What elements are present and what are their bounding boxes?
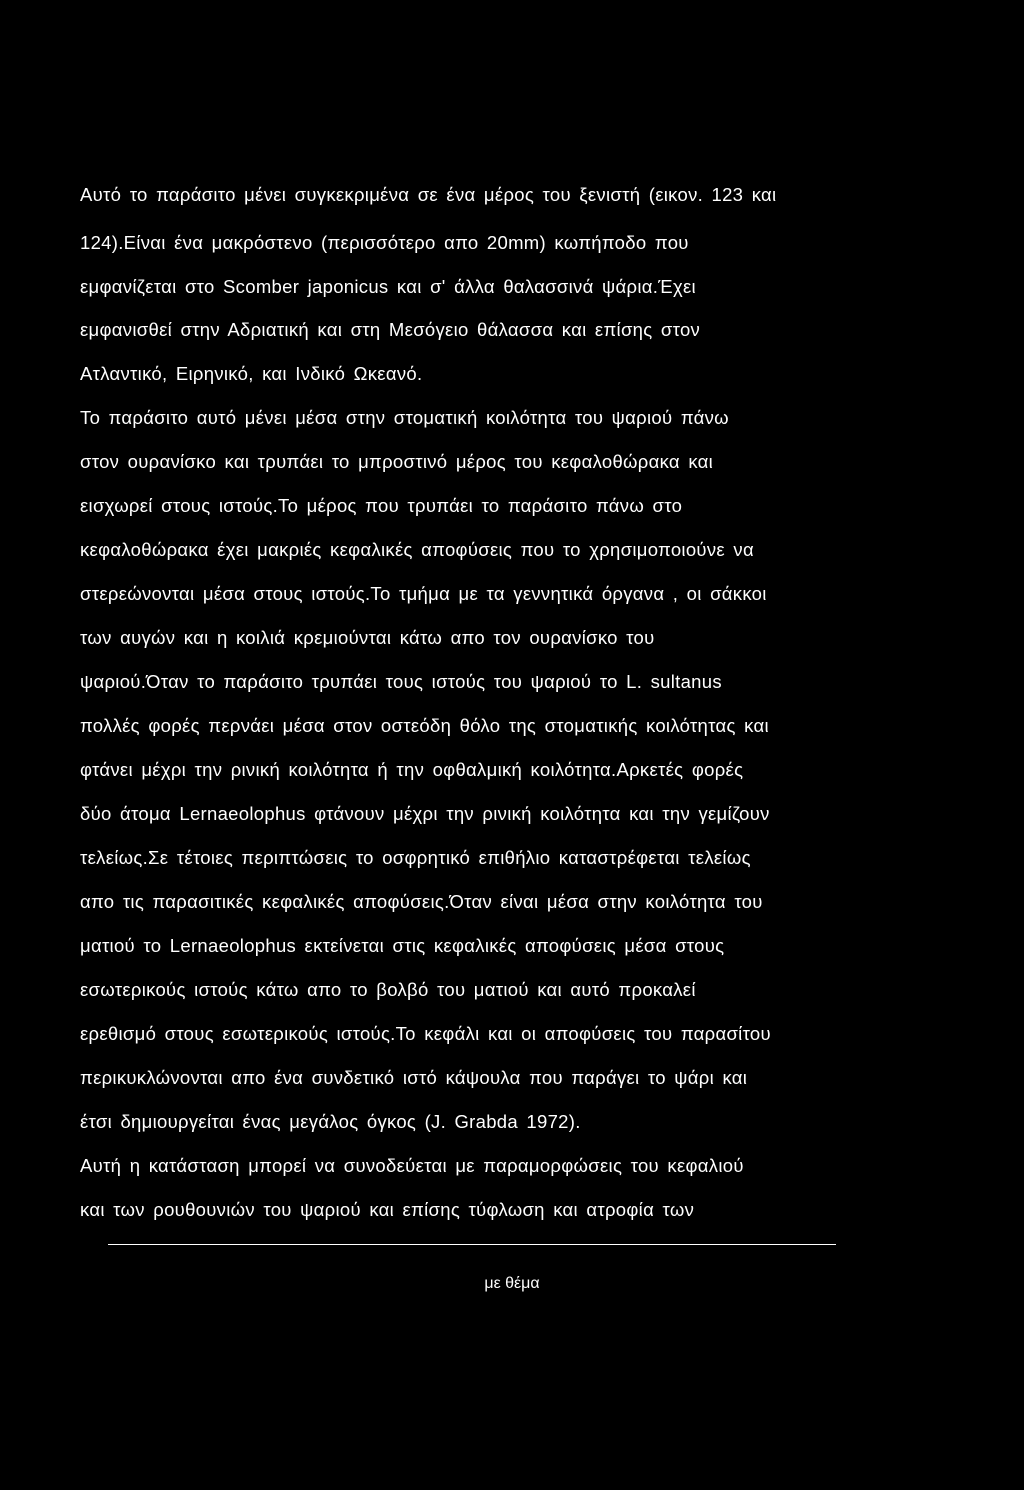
text-line: ψαριού.Όταν το παράσιτο τρυπάει τους ιστούς του ψαριού το L. sultanus [80,671,722,692]
text-line: και των ρουθουνιών του ψαριού και επίσης τύφλωση και ατροφία των [80,1199,695,1220]
text-line: απο τις παρασιτικές κεφαλικές αποφύσεις.Όταν είναι μέσα στην κοιλότητα του [80,891,763,912]
text-line: εμφανισθεί στην Αδριατική και στη Μεσόγειο θάλασσα και επίσης στον [80,319,701,340]
text-line: φτάνει μέχρι την ρινική κοιλότητα ή την οφθαλμική κοιλότητα.Αρκετές φορές [80,759,744,780]
text-line: εισχωρεί στους ιστούς.Το μέρος που τρυπάει το παράσιτο πάνω στο [80,495,683,516]
text-line: έτσι δημιουργείται ένας μεγάλος όγκος (J. Grabda 1972). [80,1111,581,1132]
text-line: ερεθισμό στους εσωτερικούς ιστούς.Το κεφάλι και οι αποφύσεις του παρασίτου [80,1023,771,1044]
text-line: κεφαλοθώρακα έχει μακριές κεφαλικές αποφύσεις που το χρησιμοποιούνε να [80,539,754,560]
text-line: στερεώνονται μέσα στους ιστούς.Το τμήμα με τα γεννητικά όργανα , οι σάκκοι [80,583,767,604]
text-line: δύο άτομα Lernaeolophus φτάνουν μέχρι την ρινική κοιλότητα και την γεμίζουν [80,803,770,824]
text-line: των αυγών και η κοιλιά κρεμιούνται κάτω απο τον ουρανίσκο του [80,627,655,648]
text-line: Ατλαντικό, Ειρηνικό, και Ινδικό Ωκεανό. [80,363,423,384]
text-line: 124).Είναι ένα μακρόστενο (περισσότερο απο 20mm) κωπήποδο που [80,232,689,253]
text-line: εσωτερικούς ιστούς κάτω απο το βολβό του ματιού και αυτό προκαλεί [80,979,696,1000]
text-line: ματιού το Lernaeolophus εκτείνεται στις κεφαλικές αποφύσεις μέσα στους [80,935,725,956]
text-line: εμφανίζεται στο Scomber japonicus και σ' άλλα θαλασσινά ψάρια.Έχει [80,276,696,297]
text-line: Αυτή η κατάσταση μπορεί να συνοδεύεται με παραμορφώσεις του κεφαλιού [80,1155,744,1176]
text-line: περικυκλώνονται απο ένα συνδετικό ιστό κάψουλα που παράγει το ψάρι και [80,1067,748,1088]
text-line: στον ουρανίσκο και τρυπάει το μπροστινό μέρος του κεφαλοθώρακα και [80,451,714,472]
text-line: Αυτό το παράσιτο μένει συγκεκριμένα σε ένα μέρος του ξενιστή (εικον. 123 και [80,184,777,205]
text-line: τελείως.Σε τέτοιες περιπτώσεις το οσφρητικό επιθήλιο καταστρέφεται τελείως [80,847,751,868]
footer-text: με θέμα [484,1275,540,1292]
footer-divider [108,1244,836,1245]
text-line: πολλές φορές περνάει μέσα στον οστεόδη θόλο της στοματικής κοιλότητας και [80,715,769,736]
text-line: Το παράσιτο αυτό μένει μέσα στην στοματική κοιλότητα του ψαριού πάνω [80,407,729,428]
